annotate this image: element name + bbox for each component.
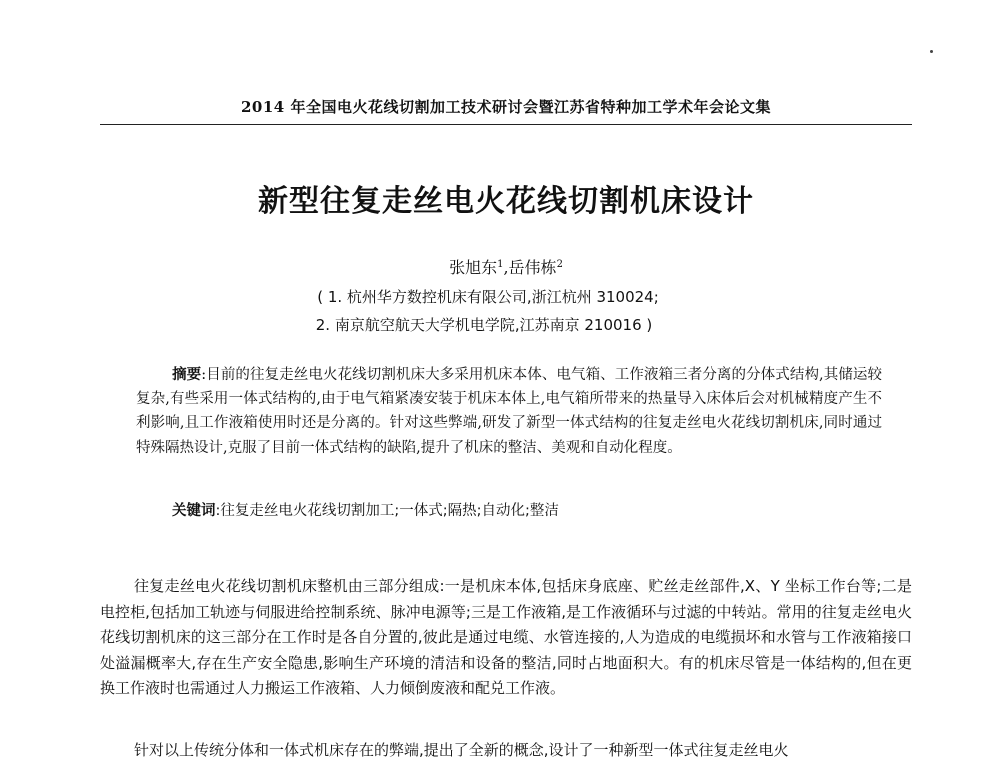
author-name: 岳伟栋 bbox=[508, 258, 557, 277]
author-name: 张旭东 bbox=[449, 258, 498, 277]
keywords-label: 关键词 bbox=[172, 503, 216, 519]
scan-speck bbox=[930, 50, 933, 53]
abstract-text: :目前的往复走丝电火花线切割机床大多采用机床本体、电气箱、工作液箱三者分离的分体式结构,其储运较复杂,有些采用一体式结构的,由于电气箱紧凑安装于机床本体上,电气箱所带来的热量导入床体后会对机械精度产生不利影响,且工作液箱使用时还是分离的。针对这些弊端,研发了新型一体式结构的往复走丝电火花线切割机床,同时通过特殊隔热设计,克服了目前一体式结构的缺陷,提升了机床的整洁、美观和自动化程度。 bbox=[136, 367, 883, 456]
affiliation-mark: 2 bbox=[556, 259, 563, 270]
keywords-text: :往复走丝电火花线切割加工;一体式;隔热;自动化;整洁 bbox=[215, 503, 559, 519]
author-line bbox=[100, 255, 912, 278]
affiliation-mark: 1 bbox=[497, 259, 504, 270]
abstract-label: 摘要 bbox=[172, 367, 202, 383]
keywords bbox=[172, 499, 892, 520]
abstract bbox=[136, 363, 882, 460]
author-separator: , bbox=[503, 258, 509, 277]
body-paragraph: 往复走丝电火花线切割机床整机由三部分组成:一是机床本体,包括床身底座、贮丝走丝部件,X、Y 坐标工作台等;二是电控柜,包括加工轨迹与伺服进给控制系统、脉冲电源等;三是工作液箱,是工作液循环与过滤的中转站。常用的往复走丝电火花线切割机床的这三部分在工作时是各自分置的,彼此是通过电缆、水管连接的,人为造成的电缆损坏和水管与工作液箱接口处溢漏概率大,存在生产安全隐患,影响生产环境的清洁和设备的整洁,同时占地面积大。有的机床尽管是一体结构的,但在更换工作液时也需通过人力搬运工作液箱、人力倾倒废液和配兑工作液。 bbox=[100, 577, 912, 698]
header-rule bbox=[100, 124, 912, 125]
affiliation-2: 2. 南京航空航天大学机电学院,江苏南京 210016 ) bbox=[315, 316, 653, 334]
running-header: 2014 年全国电火花线切割加工技术研讨会暨江苏省特种加工学术年会论文集 bbox=[241, 98, 771, 116]
affiliation-1: ( 1. 杭州华方数控机床有限公司,浙江杭州 310024; bbox=[317, 288, 659, 306]
paper-title: 新型往复走丝电火花线切割机床设计 bbox=[258, 184, 754, 219]
body-paragraph-continued: 针对以上传统分体和一体式机床存在的弊端,提出了全新的概念,设计了一种新型一体式往复走丝电火 bbox=[134, 741, 789, 759]
